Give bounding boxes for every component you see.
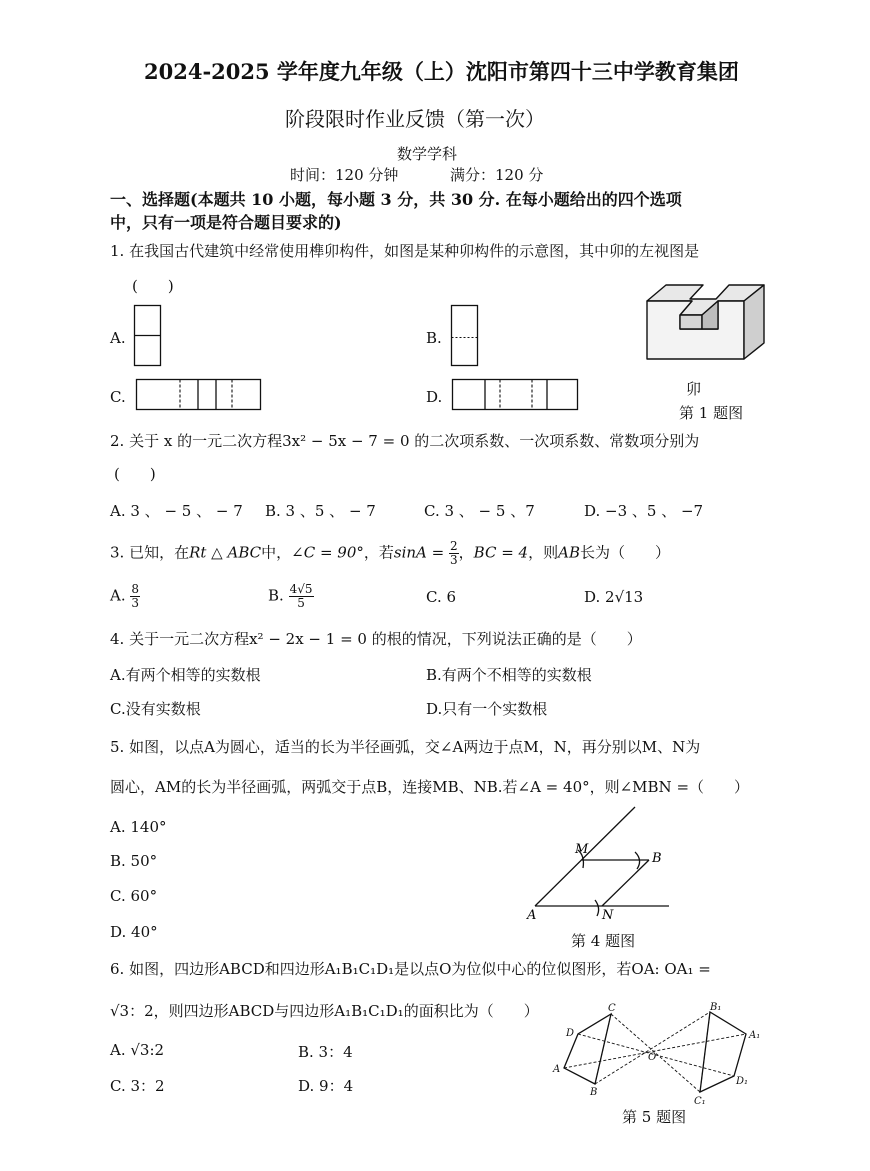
q5-stem-line2: 圆心，AM的长为半径画弧，两弧交于点B，连接MB、NB.若∠A = 40°，则∠MBN =（ ） (110, 778, 750, 796)
q5-figure-caption: 第 4 题图 (571, 932, 636, 950)
time-label: 时间：120 分钟 (290, 166, 399, 184)
q6-stem-line2: √3：2，则四边形ABCD与四边形A₁B₁C₁D₁的面积比为（ ） (110, 1002, 539, 1020)
q6-option-c: C. 3：2 (110, 1077, 165, 1095)
section-heading-line2: 中，只有一项是符合题目要求的) (110, 213, 342, 232)
q6-label-a: A (553, 1064, 561, 1075)
q6-label-d: D (566, 1028, 575, 1039)
q3-option-b: B. $\frac{4√5}{5}$ (268, 582, 313, 610)
q6-option-a: A. √3:2 (110, 1041, 165, 1059)
q1-figure-label: 卯 (686, 380, 702, 398)
q6-option-d: D. 9：4 (298, 1077, 354, 1095)
section-heading-line1: 一、选择题(本题共 10 小题，每小题 3 分，共 30 分. 在每小题给出的四个选项 (110, 190, 682, 209)
q2-option-b: B. 3 、5 、 − 7 (265, 502, 376, 520)
q1-option-a-figure (134, 305, 162, 367)
q6-option-b: B. 3：4 (298, 1043, 353, 1061)
q6-label-d1: D₁ (736, 1076, 749, 1087)
exam-subtitle: 阶段限时作业反馈（第一次） (285, 107, 545, 131)
q6-label-a1: A₁ (749, 1030, 761, 1041)
q2-option-c: C. 3 、 − 5 、7 (424, 502, 535, 520)
q2-option-d: D. −3 、5 、 −7 (584, 502, 704, 520)
q5-option-c: C. 60° (110, 887, 158, 905)
q1-option-d-figure (452, 379, 579, 411)
q6-label-c: C (608, 1003, 616, 1014)
q5-label-a: A (527, 908, 537, 923)
q3-stem: 3. 已知，在Rt △ ABC中，∠C = 90°，若sinA = $\frac{2}{3}$ ，BC = 4，则AB长为（ ） (110, 539, 670, 567)
q6-stem-line1: 6. 如图，四边形ABCD和四边形A₁B₁C₁D₁是以点O为位似中心的位似图形，若OA: OA₁ = (110, 960, 711, 978)
q4-option-d: D.只有一个实数根 (426, 700, 548, 718)
q6-label-b: B (590, 1087, 598, 1098)
q4-stem: 4. 关于一元二次方程x² − 2x − 1 = 0 的根的情况，下列说法正确的是（ ） (110, 630, 642, 648)
q4-option-b: B.有两个不相等的实数根 (426, 666, 592, 684)
q1-option-d-label: D. (426, 388, 443, 406)
q5-option-d: D. 40° (110, 923, 158, 941)
q6-figure-caption: 第 5 题图 (622, 1108, 687, 1126)
q5-stem-line1: 5. 如图，以点A为圆心，适当的长为半径画弧，交∠A两边于点M，N，再分别以M、N为 (110, 738, 701, 756)
q4-option-c: C.没有实数根 (110, 700, 201, 718)
q3-option-c: C. 6 (426, 588, 457, 606)
score-label: 满分：120 分 (450, 166, 544, 184)
q5-label-m: M (575, 842, 589, 857)
q5-option-a: A. 140° (110, 818, 167, 836)
q2-option-a: A. 3 、 − 5 、 − 7 (110, 502, 243, 520)
q5-label-n: N (602, 908, 614, 923)
q2-blank: ( ) (114, 465, 156, 483)
subject-label: 数学学科 (397, 145, 458, 163)
q6-label-b1: B₁ (710, 1002, 722, 1013)
q2-stem: 2. 关于 x 的一元二次方程3x² − 5x − 7 = 0 的二次项系数、一次项系数、常数项分别为 (110, 432, 700, 450)
q1-blank: ( ) (132, 277, 174, 295)
q1-option-b-label: B. (426, 329, 442, 347)
q6-label-c1: C₁ (694, 1096, 706, 1107)
q1-figure-caption: 第 1 题图 (679, 404, 744, 422)
q6-homothety-figure (550, 1002, 770, 1107)
q5-option-b: B. 50° (110, 852, 158, 870)
q1-mortise-figure (646, 283, 768, 361)
q5-label-b: B (652, 851, 662, 866)
q1-option-a-label: A. (110, 329, 126, 347)
exam-title: 2024-2025 学年度九年级（上）沈阳市第四十三中学教育集团 (144, 59, 739, 84)
q1-option-b-figure (451, 305, 479, 367)
q1-option-c-figure (136, 379, 262, 411)
q6-label-o: O (648, 1052, 657, 1063)
q4-option-a: A.有两个相等的实数根 (110, 666, 261, 684)
q3-option-a: A. $\frac{8}{3}$ (110, 582, 140, 610)
q1-option-c-label: C. (110, 388, 126, 406)
q3-option-d: D. 2√13 (584, 588, 644, 606)
q1-stem: 1. 在我国古代建筑中经常使用榫卯构件，如图是某种卯构件的示意图，其中卯的左视图是 (110, 242, 700, 260)
q5-angle-figure (525, 806, 675, 926)
